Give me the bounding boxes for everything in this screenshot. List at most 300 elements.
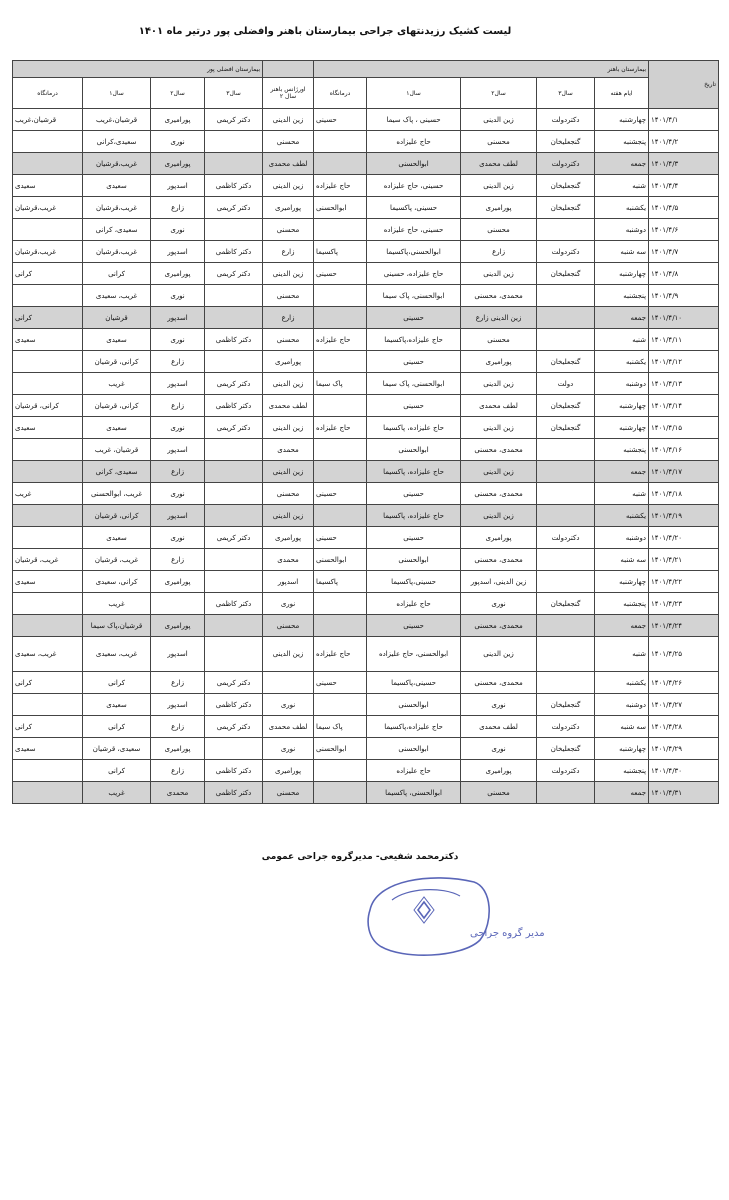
table-row [13,131,719,153]
day-cell: شنبه [595,483,649,505]
afzali-year3-cell [205,153,263,175]
day-cell: دوشنبه [595,694,649,716]
date-cell: ۱۴۰۱/۴/۱ [649,109,719,131]
year3-cell: گنجعلیخان [537,395,595,417]
afzali-year2-cell: زارع [151,395,205,417]
clinic-cell: ابوالحسنی [314,738,367,760]
year1-cell: حاج علیزاده،پاکسیما [367,716,461,738]
year1-cell: حسینی،پاکسیما [367,571,461,593]
table-row [13,637,719,672]
year3-cell: دولت [537,373,595,395]
emergency-cell: زین الدینی [263,505,314,527]
year1-cell: ابوالحسنی [367,549,461,571]
clinic-cell: حسینی [314,672,367,694]
afzali-year1-cell: قرشیان [83,307,151,329]
date-cell: ۱۴۰۱/۴/۵ [649,197,719,219]
year2-cell: محمدی، محسنی [461,439,537,461]
afzali-year3-cell: دکتر کریمی [205,672,263,694]
afzali-clinic-cell: غریب، سعیدی [13,637,83,672]
clinic-cell [314,153,367,175]
day-cell: یکشنبه [595,672,649,694]
afzali-year2-cell: محمدی [151,782,205,804]
year3-cell: دکتردولت [537,109,595,131]
year1-cell: حسینی [367,615,461,637]
year3-cell [537,615,595,637]
clinic-cell [314,505,367,527]
year2-cell: لطف محمدی [461,395,537,417]
year3-cell [537,549,595,571]
clinic-cell [314,615,367,637]
afzali-year3-cell [205,439,263,461]
day-cell: یکشنبه [595,197,649,219]
clinic-cell [314,782,367,804]
afzali-year3-cell [205,549,263,571]
emergency-header: اورژانس باهنر سال ۲ [263,78,314,109]
afzali-clinic-cell: کرانی، قرشیان [13,395,83,417]
clinic-cell: حسینی [314,483,367,505]
date-cell: ۱۴۰۱/۴/۳ [649,153,719,175]
year1-cell: حسینی [367,527,461,549]
day-cell: جمعه [595,461,649,483]
afzali-clinic-cell: غریب [13,483,83,505]
year2-cell: زین الدینی [461,461,537,483]
year1-cell: ابوالحسنی،پاکسیما [367,241,461,263]
table-row [13,329,719,351]
year2-cell: زین الدینی [461,263,537,285]
year3-cell: گنجعلیخان [537,263,595,285]
emergency-cell: محسنی [263,782,314,804]
date-cell: ۱۴۰۱/۴/۲۵ [649,637,719,672]
date-cell: ۱۴۰۱/۴/۱۹ [649,505,719,527]
afzali-year3-cell [205,615,263,637]
year1-cell: حسینی [367,351,461,373]
date-cell: ۱۴۰۱/۴/۴ [649,175,719,197]
afzali-clinic-cell: سعیدی [13,329,83,351]
year1-cell: حاج علیزاده، پاکسیما [367,505,461,527]
clinic-cell [314,351,367,373]
year3-cell: دکتردولت [537,241,595,263]
clinic-cell: پاک سیما [314,716,367,738]
clinic-cell [314,760,367,782]
year2-cell: زین الدینی [461,373,537,395]
year2-cell: زین الدینی [461,637,537,672]
day-cell: یکشنبه [595,505,649,527]
afzali-year2-header: سال۲ [151,78,205,109]
emergency-cell: لطف محمدی [263,395,314,417]
table-row [13,197,719,219]
year2-cell: زارع [461,241,537,263]
year2-cell: محمدی، محسنی [461,549,537,571]
table-row [13,716,719,738]
year1-cell: ابوالحسنی [367,153,461,175]
clinic-cell [314,131,367,153]
year2-cell: لطف محمدی [461,153,537,175]
afzali-year3-cell: دکتر کاظمی [205,760,263,782]
emergency-cell: لطف محمدی [263,716,314,738]
year1-cell: ابوالحسنی، پاک سیما [367,285,461,307]
afzali-year3-cell: دکتر کاظمی [205,593,263,615]
afzali-year2-cell: زارع [151,760,205,782]
year1-cell: حاج علیزاده [367,593,461,615]
afzali-year2-cell: زارع [151,351,205,373]
table-row [13,285,719,307]
clinic-cell: حاج علیزاده [314,417,367,439]
year1-cell: حسینی،پاکسیما [367,672,461,694]
header-group-row [13,61,719,78]
year3-cell [537,329,595,351]
table-row [13,109,719,131]
day-cell: چهارشنبه [595,395,649,417]
date-cell: ۱۴۰۱/۴/۲۱ [649,549,719,571]
afzali-year2-cell: پورامیری [151,738,205,760]
table-row [13,461,719,483]
year2-cell: نوری [461,738,537,760]
year1-cell: حسینی ، پاک سیما [367,109,461,131]
afzali-year1-cell: غریب [83,782,151,804]
date-cell: ۱۴۰۱/۴/۱۷ [649,461,719,483]
afzali-year2-cell: نوری [151,219,205,241]
emergency-cell: زارع [263,241,314,263]
year3-cell: دکتردولت [537,716,595,738]
emergency-cell: پورامیری [263,527,314,549]
afzali-year3-cell [205,505,263,527]
afzali-year3-cell [205,738,263,760]
date-cell: ۱۴۰۱/۴/۱۵ [649,417,719,439]
clinic-cell: حسینی [314,263,367,285]
year2-cell: پورامیری [461,197,537,219]
day-cell: پنجشنبه [595,593,649,615]
afzali-year3-cell [205,131,263,153]
bahonar-group-header: بیمارستان باهنر [314,61,649,78]
afzali-clinic-cell [13,285,83,307]
year1-cell: حاج علیزاده [367,760,461,782]
year2-cell: زین الدینی، اسدپور [461,571,537,593]
table-row [13,175,719,197]
schedule-table [12,60,719,804]
clinic-cell [314,461,367,483]
clinic-cell [314,694,367,716]
clinic-cell: حاج علیزاده [314,175,367,197]
clinic-cell [314,439,367,461]
emergency-cell: نوری [263,593,314,615]
afzali-year2-cell: پورامیری [151,109,205,131]
afzali-year2-cell: اسدپور [151,505,205,527]
table-row [13,351,719,373]
afzali-year1-cell: غریب،قرشیان [83,241,151,263]
year3-cell: گنجعلیخان [537,175,595,197]
afzali-year3-cell: دکتر کریمی [205,197,263,219]
table-row [13,483,719,505]
afzali-clinic-cell: کرانی [13,672,83,694]
afzali-year1-cell: غریب [83,373,151,395]
afzali-clinic-cell: کرانی [13,307,83,329]
table-row [13,593,719,615]
afzali-year1-cell: کرانی [83,760,151,782]
afzali-year1-cell: سعیدی [83,175,151,197]
afzali-year1-header: سال۱ [83,78,151,109]
afzali-clinic-cell [13,439,83,461]
afzali-year3-cell [205,351,263,373]
afzali-year1-cell: سعیدی [83,527,151,549]
year2-cell: نوری [461,593,537,615]
afzali-year2-cell: پورامیری [151,263,205,285]
emergency-cell: لطف محمدی [263,153,314,175]
year3-cell: گنجعلیخان [537,738,595,760]
day-cell: دوشنبه [595,219,649,241]
clinic-cell: پاکسیما [314,241,367,263]
afzali-year3-cell: دکتر کاظمی [205,395,263,417]
afzali-clinic-cell [13,694,83,716]
day-cell: سه شنبه [595,716,649,738]
date-cell: ۱۴۰۱/۴/۱۰ [649,307,719,329]
afzali-clinic-cell: سعیدی [13,738,83,760]
day-cell: شنبه [595,329,649,351]
day-cell: چهارشنبه [595,417,649,439]
clinic-cell: ابوالحسنی [314,549,367,571]
afzali-year1-cell: قرشیان،غریب [83,109,151,131]
emergency-cell: اسدپور [263,571,314,593]
afzali-year2-cell: اسدپور [151,373,205,395]
year1-cell: ابوالحسنی، پاکسیما [367,782,461,804]
afzali-year2-cell: نوری [151,329,205,351]
afzali-year1-cell: کرانی، قرشیان [83,395,151,417]
emergency-cell: پورامیری [263,197,314,219]
afzali-year2-cell: زارع [151,549,205,571]
table-row [13,782,719,804]
year2-cell: پورامیری [461,760,537,782]
afzali-year1-cell: غریب، قرشیان [83,549,151,571]
clinic-cell: ابوالحسنی [314,197,367,219]
year1-header: سال۱ [367,78,461,109]
afzali-year3-cell: دکتر کریمی [205,527,263,549]
emergency-cell: نوری [263,694,314,716]
day-cell: شنبه [595,637,649,672]
emergency-cell: پورامیری [263,351,314,373]
afzali-year2-cell: اسدپور [151,241,205,263]
date-cell: ۱۴۰۱/۴/۱۶ [649,439,719,461]
afzali-clinic-cell [13,131,83,153]
year3-cell: گنجعلیخان [537,131,595,153]
afzali-year1-cell: سعیدی، قرشیان [83,738,151,760]
year2-cell: محسنی [461,131,537,153]
day-cell: شنبه [595,175,649,197]
year3-cell [537,782,595,804]
table-row [13,307,719,329]
year3-cell: دکتردولت [537,760,595,782]
day-cell: جمعه [595,782,649,804]
year1-cell: حاج علیزاده، حسینی [367,263,461,285]
year3-cell [537,285,595,307]
table-row [13,694,719,716]
afzali-year1-cell: سعیدی [83,329,151,351]
afzali-year1-cell: کرانی، سعیدی [83,571,151,593]
afzali-year2-cell: پورامیری [151,571,205,593]
year3-cell [537,505,595,527]
afzali-year3-cell [205,219,263,241]
afzali-clinic-cell: غریب، قرشیان [13,549,83,571]
year1-cell: ابوالحسنی [367,439,461,461]
emergency-cell: زین الدینی [263,373,314,395]
afzali-year3-cell: دکتر کریمی [205,373,263,395]
afzali-year2-cell: پورامیری [151,153,205,175]
date-cell: ۱۴۰۱/۴/۳۱ [649,782,719,804]
afzali-year1-cell: غریب،قرشیان [83,197,151,219]
year3-cell: دکتردولت [537,153,595,175]
afzali-year1-cell: کرانی، قرشیان [83,505,151,527]
table-row [13,263,719,285]
emergency-cell: محسنی [263,615,314,637]
emergency-cell: زین الدینی [263,461,314,483]
day-cell: سه شنبه [595,549,649,571]
clinic-header: درمانگاه [314,78,367,109]
emergency-cell: محمدی [263,439,314,461]
year1-cell: حسینی [367,483,461,505]
afzali-year1-cell: قرشیان، غریب [83,439,151,461]
year2-cell: محسنی [461,329,537,351]
year3-cell: گنجعلیخان [537,197,595,219]
afzali-clinic-cell [13,505,83,527]
afzali-year1-cell: سعیدی [83,694,151,716]
table-row [13,417,719,439]
year1-cell: حسینی [367,395,461,417]
emergency-cell: محسنی [263,219,314,241]
emergency-cell: محسنی [263,329,314,351]
afzali-year3-cell: دکتر کریمی [205,716,263,738]
year2-cell: محمدی، محسنی [461,615,537,637]
emergency-cell: محسنی [263,483,314,505]
day-cell: پنجشنبه [595,131,649,153]
day-cell: چهارشنبه [595,571,649,593]
year2-cell: نوری [461,694,537,716]
afzali-year1-cell: سعیدی [83,417,151,439]
emergency-cell: پورامیری [263,760,314,782]
afzali-clinic-cell: سعیدی [13,571,83,593]
table-row [13,571,719,593]
day-cell: پنجشنبه [595,285,649,307]
date-cell: ۱۴۰۱/۴/۲۴ [649,615,719,637]
signer-line: دکترمحمد شفیعی- مدیرگروه جراحی عمومی [261,852,459,862]
afzali-year3-cell [205,637,263,672]
afzali-year2-cell: نوری [151,417,205,439]
year3-cell [537,571,595,593]
afzali-year2-cell [151,593,205,615]
header-column-row [13,78,719,109]
year2-cell: محسنی [461,782,537,804]
afzali-year1-cell: کرانی، قرشیان [83,351,151,373]
afzali-clinic-cell [13,219,83,241]
emergency-cell: نوری [263,738,314,760]
afzali-year2-cell: اسدپور [151,175,205,197]
table-row [13,527,719,549]
afzali-year3-cell: دکتر کاظمی [205,694,263,716]
year3-cell: گنجعلیخان [537,351,595,373]
afzali-year3-cell: دکتر کاظمی [205,782,263,804]
afzali-year1-cell: غریب، ابوالحسنی [83,483,151,505]
year2-cell: محمدی، محسنی [461,483,537,505]
day-header: ایام هفته [595,78,649,109]
table-row [13,219,719,241]
afzali-clinic-cell [13,593,83,615]
day-cell: چهارشنبه [595,109,649,131]
emergency-cell: محمدی [263,549,314,571]
date-cell: ۱۴۰۱/۴/۱۱ [649,329,719,351]
emergency-cell: زین الدینی [263,175,314,197]
afzali-year2-cell: اسدپور [151,307,205,329]
year2-cell: زین الدینی [461,505,537,527]
afzali-year1-cell: غریب،قرشیان [83,153,151,175]
clinic-cell [314,219,367,241]
afzali-clinic-cell: غریب،قرشیان [13,241,83,263]
day-cell: جمعه [595,153,649,175]
afzali-year3-header: سال۳ [205,78,263,109]
afzali-clinic-cell [13,615,83,637]
date-cell: ۱۴۰۱/۴/۱۴ [649,395,719,417]
afzali-year3-cell: دکتر کریمی [205,417,263,439]
date-cell: ۱۴۰۱/۴/۳۰ [649,760,719,782]
emergency-cell: زین الدینی [263,263,314,285]
year1-cell: حسینی، حاج علیزاده [367,175,461,197]
afzali-year2-cell: زارع [151,461,205,483]
day-cell: چهارشنبه [595,263,649,285]
afzali-year3-cell [205,285,263,307]
year3-cell [537,461,595,483]
afzali-clinic-cell: کرانی [13,716,83,738]
year3-cell [537,637,595,672]
table-row [13,549,719,571]
afzali-clinic-cell: سعیدی [13,417,83,439]
clinic-cell: حسینی [314,527,367,549]
afzali-year2-cell: نوری [151,527,205,549]
year1-cell: حسینی [367,307,461,329]
table-row [13,395,719,417]
day-cell: جمعه [595,307,649,329]
clinic-cell: حسینی [314,109,367,131]
emergency-cell: زین الدینی [263,637,314,672]
year3-cell: گنجعلیخان [537,593,595,615]
table-row [13,153,719,175]
year3-cell [537,439,595,461]
date-cell: ۱۴۰۱/۴/۲۳ [649,593,719,615]
afzali-year2-cell: نوری [151,483,205,505]
stamp-seal [362,870,545,960]
date-cell: ۱۴۰۱/۴/۹ [649,285,719,307]
afzali-year3-cell [205,307,263,329]
year2-cell: پورامیری [461,351,537,373]
afzali-clinic-cell [13,153,83,175]
year1-cell: حسینی، پاکسیما [367,197,461,219]
table-row [13,505,719,527]
table-row [13,241,719,263]
year2-cell: زین الدینی [461,175,537,197]
table-row [13,672,719,694]
year1-cell: حاج علیزاده [367,131,461,153]
afzali-clinic-cell [13,461,83,483]
afzali-clinic-cell: کرانی [13,263,83,285]
year2-cell: زین الدینی [461,109,537,131]
header-gap [263,61,314,78]
afzali-group-header: بیمارستان افضلی پور [13,61,263,78]
afzali-clinic-cell [13,527,83,549]
year3-cell: دکتردولت [537,527,595,549]
day-cell: سه شنبه [595,241,649,263]
afzali-clinic-cell [13,351,83,373]
afzali-year2-cell: اسدپور [151,637,205,672]
year3-cell [537,219,595,241]
afzali-year3-cell [205,571,263,593]
afzali-year2-cell: زارع [151,716,205,738]
afzali-clinic-cell [13,760,83,782]
clinic-cell: پاکسیما [314,571,367,593]
